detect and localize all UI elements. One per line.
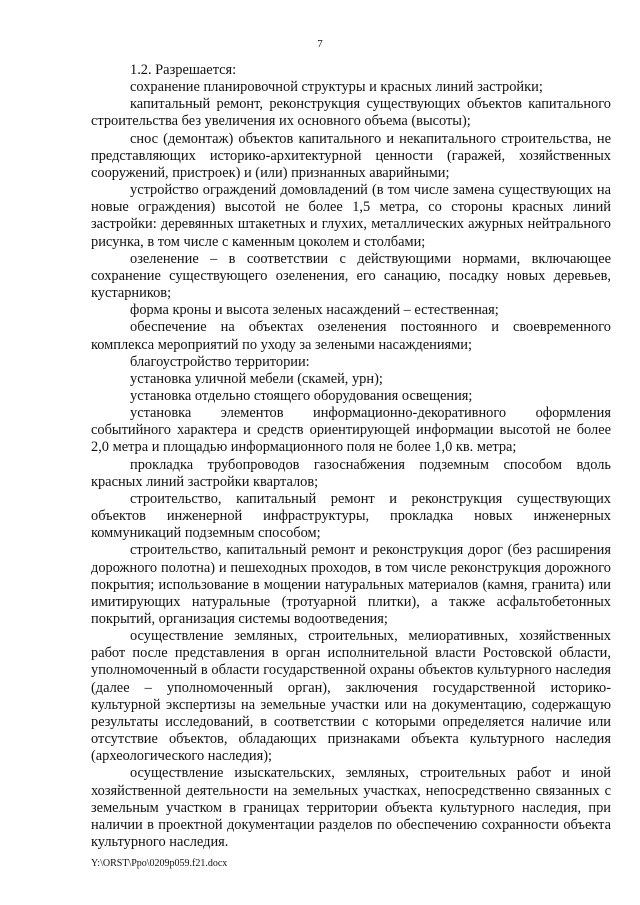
paragraph: установка уличной мебели (скамей, урн);	[130, 370, 383, 387]
paragraph: форма кроны и высота зеленых насаждений – естественная;	[130, 302, 499, 319]
paragraph: снос (демонтаж) объектов капитального и некапитального строительства, не представляющих историко-архитектурной ценности (гаражей, хозяйственных сооружений, пристроек) и (или) признанных аварийными;	[91, 130, 611, 181]
paragraph: прокладка трубопроводов газоснабжения подземным способом вдоль красных линий застройки кварталов;	[91, 456, 611, 490]
paragraph: осуществление земляных, строительных, мелиоративных, хозяйственных работ после представления в орган исполнительной власти Ростовской области, уполномоченный в области государственной охраны объектов культурного наследия (далее – уполномоченный орган), заключения государственной историко-культурной экспертизы на земельные участки или на документацию, содержащую результаты исследований, в соответствии с которыми определяется наличие или отсутствие объектов, обладающих признаками объекта культурного наследия (археологического наследия);	[91, 628, 611, 765]
paragraph: установка отдельно стоящего оборудования освещения;	[130, 387, 473, 404]
footer-file-path: Y:\ORST\Ppo\0209p059.f21.docx	[91, 858, 228, 869]
paragraph: благоустройство территории:	[130, 353, 310, 370]
page-number: 7	[317, 38, 323, 50]
paragraph: сохранение планировочной структуры и красных линий застройки;	[130, 79, 543, 96]
paragraph: обеспечение на объектах озеленения постоянного и своевременного комплекса мероприятий по уходу за зелеными насаждениями;	[91, 319, 611, 353]
paragraph: озеленение – в соответствии с действующими нормами, включающее сохранение существующего озеленения, его санацию, посадку новых деревьев, кустарников;	[91, 250, 611, 302]
section-heading: 1.2. Разрешается:	[130, 62, 237, 78]
paragraph: осуществление изыскательских, земляных, строительных работ и иной хозяйственной деятельности на земельных участках, непосредственно связанных с земельным участком в границах территории объекта культурного наследия, при наличии в проектной документации разделов по обеспечению сохранности объекта культурного наследия.	[91, 765, 611, 851]
document-body	[91, 62, 611, 851]
paragraph: строительство, капитальный ремонт и реконструкция дорог (без расширения дорожного полотна) и пешеходных проходов, в том числе реконструкция дорожного покрытия; использование в мощении натуральных материалов (камня, гранита) или имитирующих натуральные (тротуарной плитки), а также асфальтобетонных покрытий, организация системы водоотведения;	[91, 542, 611, 627]
paragraph: установка элементов информационно-декоративного оформления событийного характера и средств ориентирующей информации высотой не более 2,0 метра и площадью информационного поля не более 1,0 кв. метра;	[91, 405, 611, 456]
paragraph: строительство, капитальный ремонт и реконструкция существующих объектов инженерной инфраструктуры, прокладка новых инженерных коммуникаций подземным способом;	[91, 490, 611, 542]
paragraph: устройство ограждений домовладений (в том числе замена существующих на новые ограждения) высотой не более 1,5 метра, со стороны красных линий застройки: деревянных штакетных и глухих, металлических ажурных нейтрального рисунка, в том числе с каменным цоколем и столбами;	[91, 182, 611, 250]
paragraph: капитальный ремонт, реконструкция существующих объектов капитального строительства без увеличения их основного объема (высоты);	[91, 96, 611, 130]
